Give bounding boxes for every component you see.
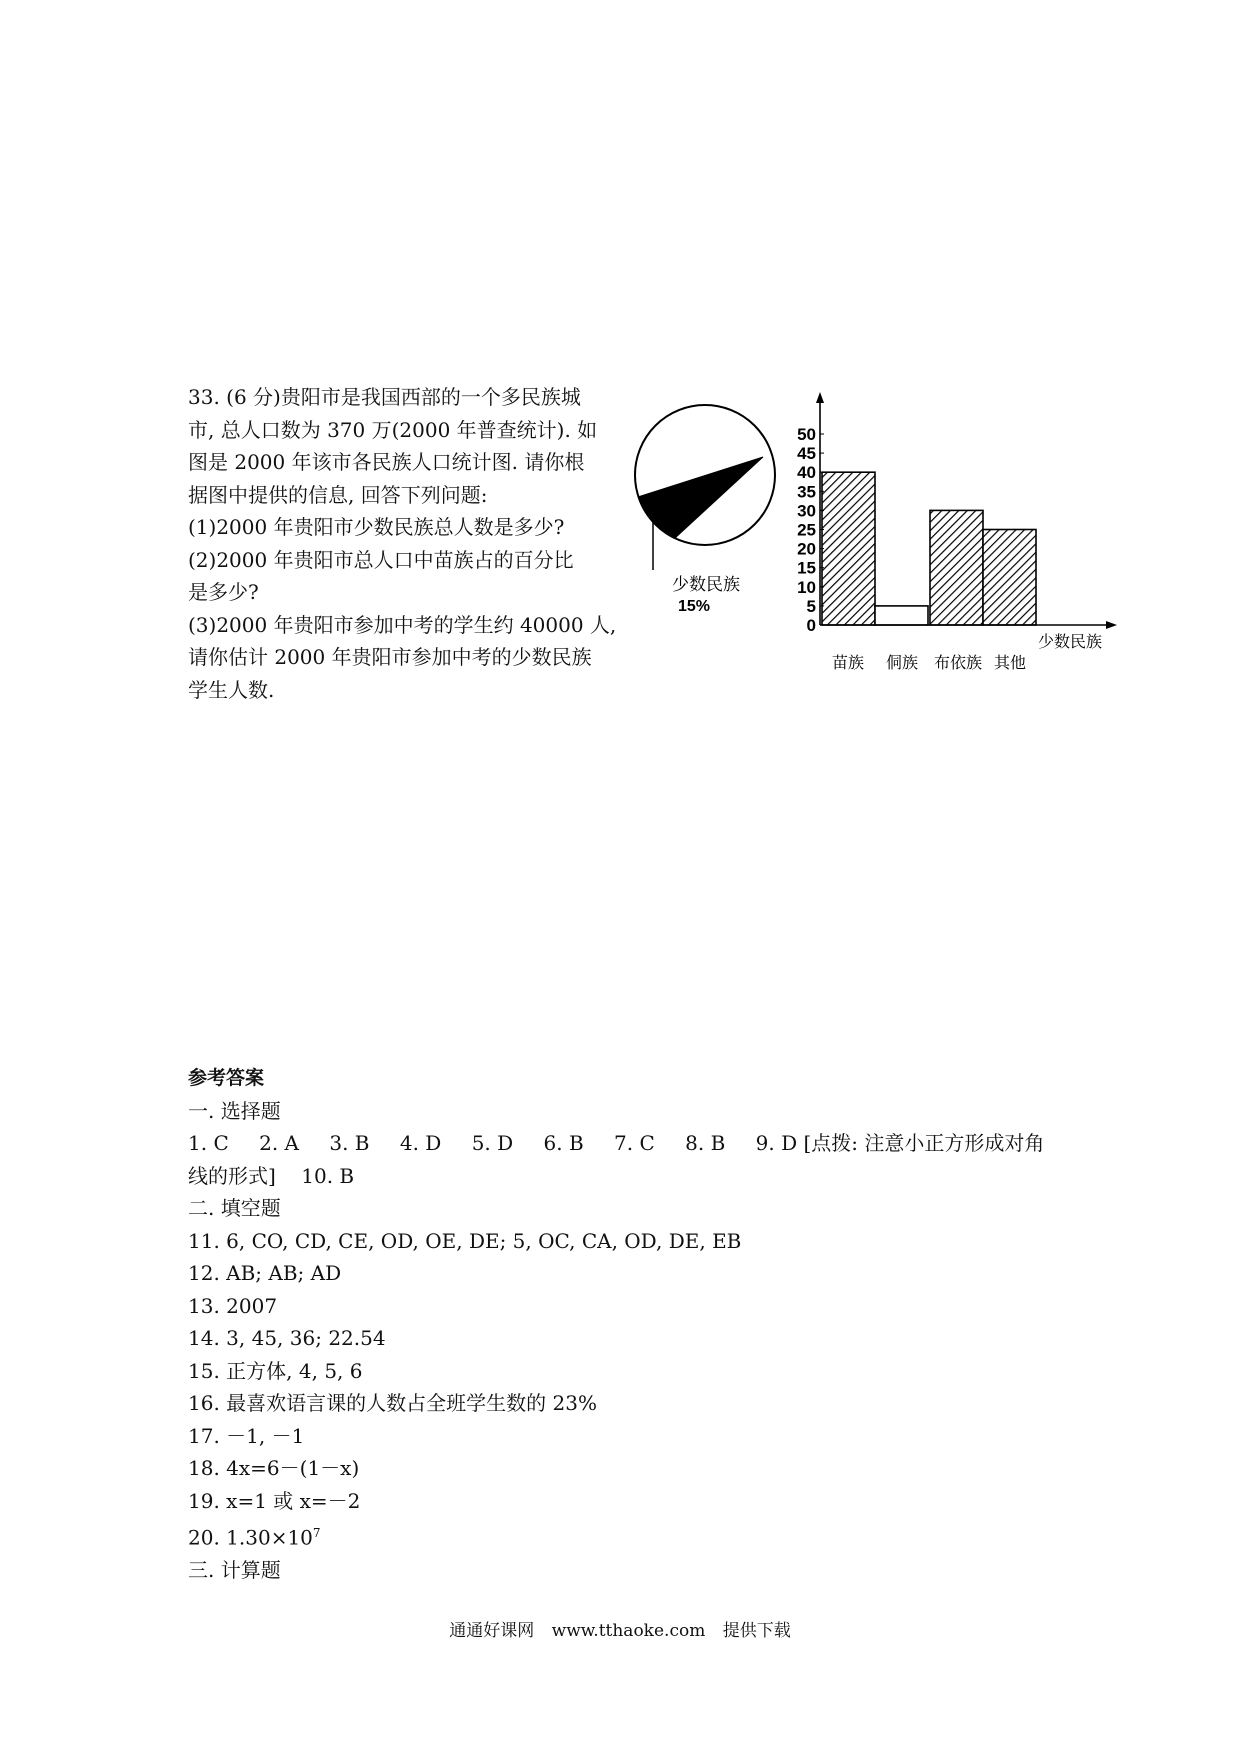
- page-footer: [0, 1616, 1240, 1641]
- q33-line: 学生人数.: [188, 677, 275, 702]
- choice-answer: 4. D: [399, 1131, 442, 1155]
- x-axis-labels: [832, 654, 1026, 672]
- choice-answer: 3. B: [329, 1131, 370, 1155]
- answer-key: [188, 1062, 1088, 1587]
- choice-answer: 8. B: [685, 1131, 726, 1155]
- pie-slice-percent: 15%: [678, 598, 711, 615]
- section-calc-heading: 三. 计算题: [188, 1558, 281, 1583]
- pie-slice-label: 少数民族: [672, 575, 740, 594]
- q33-line: (2)2000 年贵阳市总人口中苗族占的百分比: [188, 547, 574, 572]
- fill-answer: 12. AB; AB; AD: [188, 1261, 342, 1285]
- x-tick-label: 其他: [993, 655, 1027, 672]
- fill-answer-20-exponent: 7: [312, 1526, 321, 1540]
- q33-line: 据图中提供的信息, 回答下列问题:: [188, 482, 488, 507]
- question-33: [188, 381, 618, 706]
- bar-chart: [790, 390, 1120, 690]
- q33-line: 市, 总人口数为 370 万(2000 年普查统计). 如: [188, 417, 598, 442]
- choice-answer: 6. B: [543, 1131, 584, 1155]
- x-tick-label: 侗族: [885, 655, 919, 672]
- choice-answer-10: 10. B: [301, 1163, 355, 1188]
- x-axis-title: 少数民族: [1038, 634, 1103, 651]
- x-axis-arrow: [1106, 621, 1117, 629]
- fill-answer: 11. 6, CO, CD, CE, OD, OE, DE; 5, OC, CA, OD, DE, EB: [188, 1228, 742, 1253]
- y-tick-label: 30: [797, 501, 816, 521]
- bar-其他: [983, 530, 1036, 626]
- bar-布依族: [930, 510, 983, 625]
- pie-chart: [630, 400, 790, 630]
- choice-answer-9: 9. D [点拨: 注意小正方形成对角: [755, 1131, 1045, 1155]
- bar-侗族: [875, 606, 928, 625]
- q33-line: (3)2000 年贵阳市参加中考的学生约 40000 人,: [188, 612, 617, 637]
- x-tick-label: 布依族: [933, 655, 983, 672]
- y-tick-label: 5: [806, 596, 816, 616]
- fill-answer: 17. －1, －1: [188, 1423, 305, 1448]
- q33-line: 33. (6 分)贵阳市是我国西部的一个多民族城: [188, 385, 581, 409]
- fill-answer-20: [188, 1517, 1088, 1554]
- y-tick-label: 0: [806, 616, 816, 635]
- y-tick-label: 25: [797, 520, 816, 540]
- choice-answer-9-tail: 线的形式]: [188, 1163, 276, 1188]
- y-tick-label: 20: [797, 539, 816, 559]
- footer-site-name: 通通好课网: [449, 1621, 535, 1641]
- x-tick-label: 苗族: [831, 655, 865, 672]
- fill-answer: 19. x=1 或 x=－2: [188, 1488, 361, 1513]
- footer-suffix: 提供下载: [722, 1621, 791, 1641]
- q33-line: 是多少?: [188, 580, 259, 604]
- choice-answer: 7. C: [614, 1131, 655, 1155]
- fill-answer: 18. 4x=6－(1－x): [188, 1456, 360, 1480]
- fill-answer-20-base: 20. 1.30×10: [188, 1525, 313, 1550]
- choice-answer: 2. A: [259, 1131, 299, 1155]
- section-fill-heading: 二. 填空题: [188, 1196, 281, 1220]
- fill-answer: 13. 2007: [188, 1293, 278, 1318]
- choice-answer: 5. D: [471, 1131, 514, 1155]
- choice-answers: [188, 1127, 1088, 1160]
- fill-answer: 14. 3, 45, 36; 22.54: [188, 1326, 386, 1350]
- footer-url[interactable]: www.tthaoke.com: [551, 1621, 706, 1641]
- fill-answer: 16. 最喜欢语言课的人数占全班学生数的 23%: [188, 1391, 597, 1415]
- fill-answer: 15. 正方体, 4, 5, 6: [188, 1358, 363, 1383]
- q33-line: 图是 2000 年该市各民族人口统计图. 请你根: [188, 450, 585, 474]
- y-tick-label: 15: [797, 558, 816, 578]
- bar-group: [822, 472, 1036, 625]
- y-tick-label: 45: [797, 444, 816, 464]
- y-tick-label: 50: [797, 425, 816, 444]
- answer-heading: 参考答案: [188, 1067, 265, 1089]
- choice-answer: 1. C: [188, 1131, 229, 1155]
- section-choice-heading: 一. 选择题: [188, 1098, 281, 1123]
- q33-line: (1)2000 年贵阳市少数民族总人数是多少?: [188, 515, 565, 539]
- y-tick-label: 40: [797, 463, 816, 483]
- y-tick-label: 10: [797, 577, 816, 597]
- bar-苗族: [822, 472, 875, 625]
- q33-line: 请你估计 2000 年贵阳市参加中考的少数民族: [188, 645, 592, 669]
- choice-answer-9-continued: [188, 1160, 1088, 1193]
- y-tick-label: 35: [797, 482, 816, 502]
- y-axis-arrow: [816, 392, 824, 403]
